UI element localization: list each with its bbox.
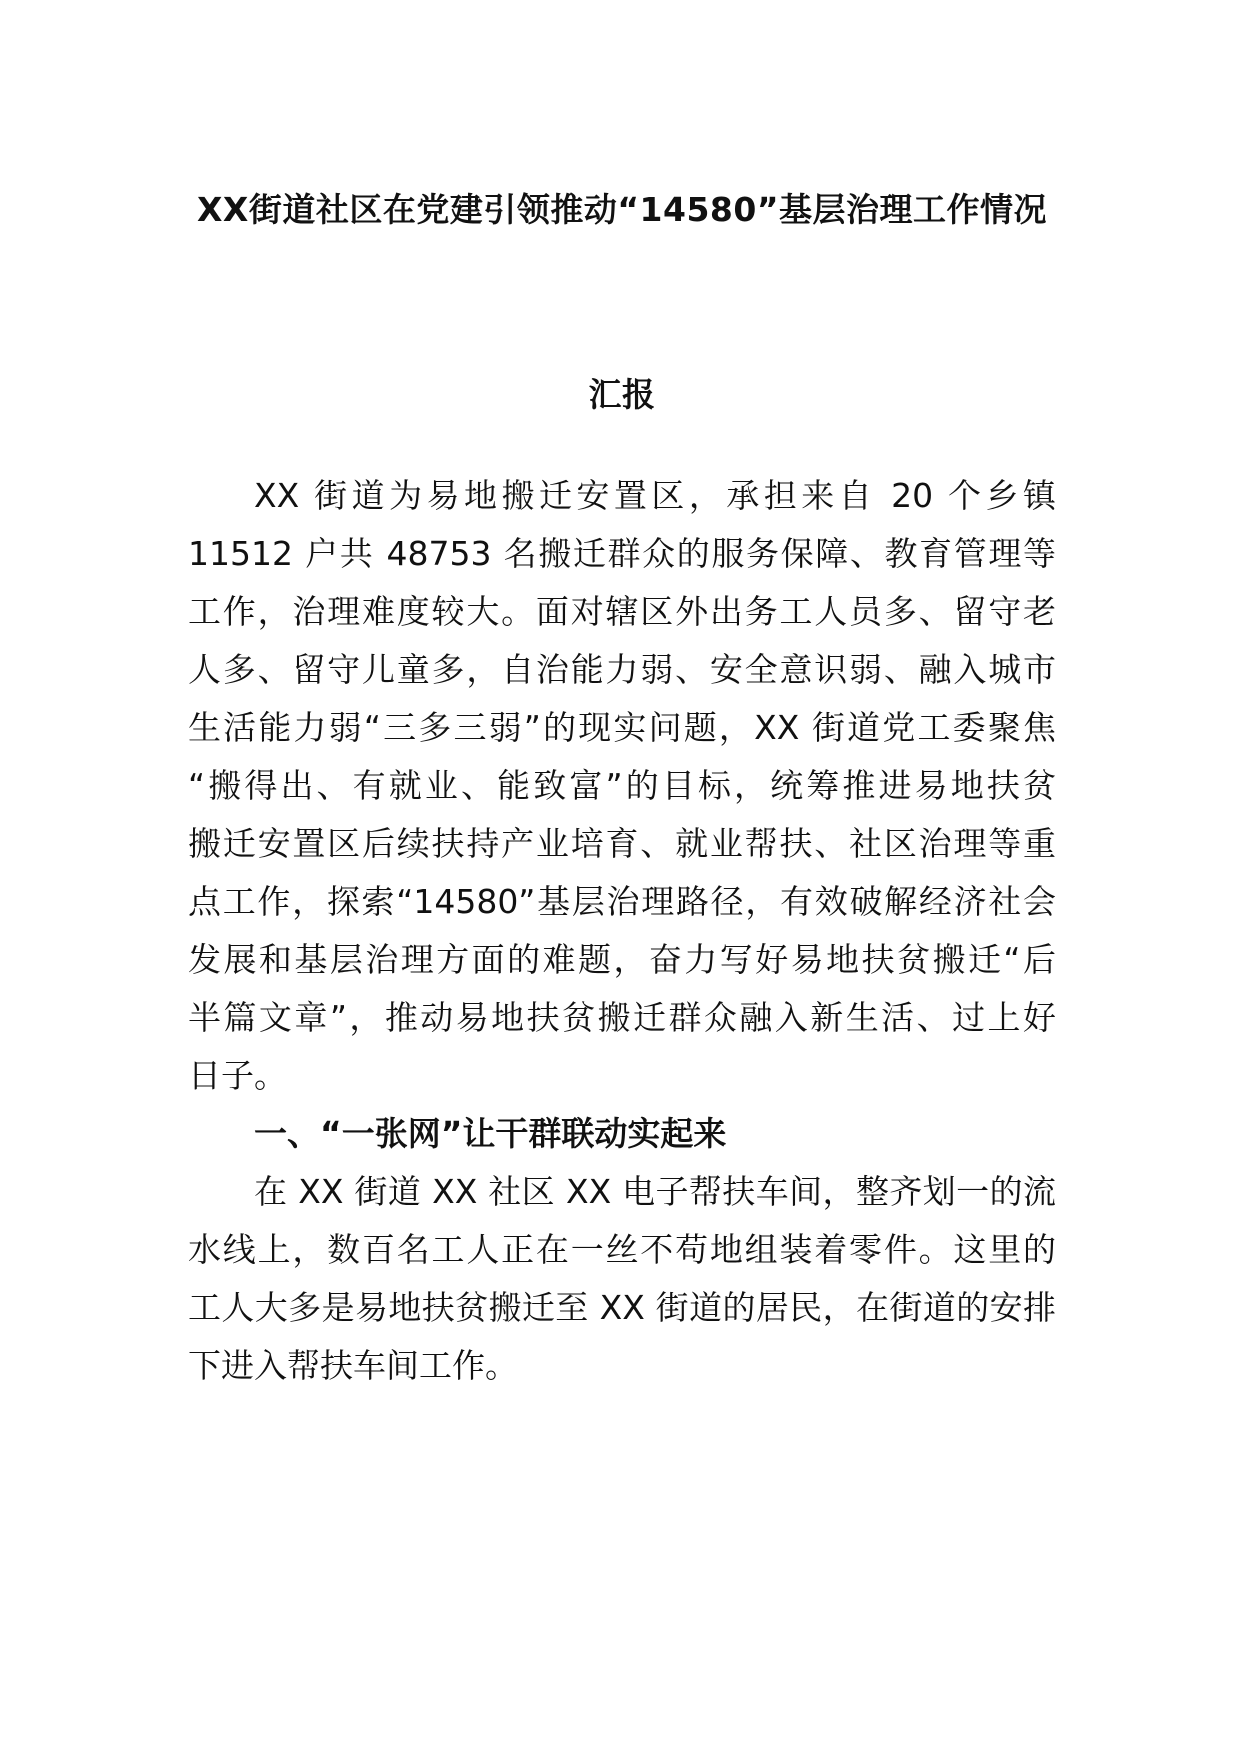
paragraph-1-line-8: 点工作，探索“14580”基层治理路径，有效破解经济社会	[188, 882, 1056, 921]
paragraph-1-line-6: “搬得出、有就业、能致富”的目标，统筹推进易地扶贫	[188, 766, 1056, 805]
paragraph-1-line-4: 人多、留守儿童多，自治能力弱、安全意识弱、融入城市	[188, 650, 1056, 689]
paragraph-1-line-9: 发展和基层治理方面的难题，奋力写好易地扶贫搬迁“后	[188, 940, 1056, 979]
paragraph-1-line-2: 11512 户共 48753 名搬迁群众的服务保障、教育管理等	[188, 534, 1056, 573]
document-title-line-2: 汇报	[588, 375, 656, 414]
paragraph-1-line-11: 日子。	[188, 1056, 287, 1095]
paragraph-2-line-4: 下进入帮扶车间工作。	[188, 1346, 518, 1385]
section-1-heading: 一、“一张网”让干群联动实起来	[254, 1114, 727, 1153]
paragraph-1-line-7: 搬迁安置区后续扶持产业培育、就业帮扶、社区治理等重	[188, 824, 1056, 863]
document-title-line-1: XX街道社区在党建引领推动“14580”基层治理工作情况	[196, 190, 1048, 229]
paragraph-2-line-3: 工人大多是易地扶贫搬迁至 XX 街道的居民，在街道的安排	[188, 1288, 1056, 1327]
paragraph-1-line-3: 工作，治理难度较大。面对辖区外出务工人员多、留守老	[188, 592, 1056, 631]
paragraph-2-line-2: 水线上，数百名工人正在一丝不苟地组装着零件。这里的	[188, 1230, 1056, 1269]
paragraph-1-line-1: XX 街道为易地搬迁安置区，承担来自 20 个乡镇	[254, 476, 1056, 515]
paragraph-2-line-1: 在 XX 街道 XX 社区 XX 电子帮扶车间，整齐划一的流	[254, 1172, 1056, 1211]
paragraph-1-line-10: 半篇文章”，推动易地扶贫搬迁群众融入新生活、过上好	[188, 998, 1056, 1037]
paragraph-1-line-5: 生活能力弱“三多三弱”的现实问题，XX 街道党工委聚焦	[188, 708, 1056, 747]
